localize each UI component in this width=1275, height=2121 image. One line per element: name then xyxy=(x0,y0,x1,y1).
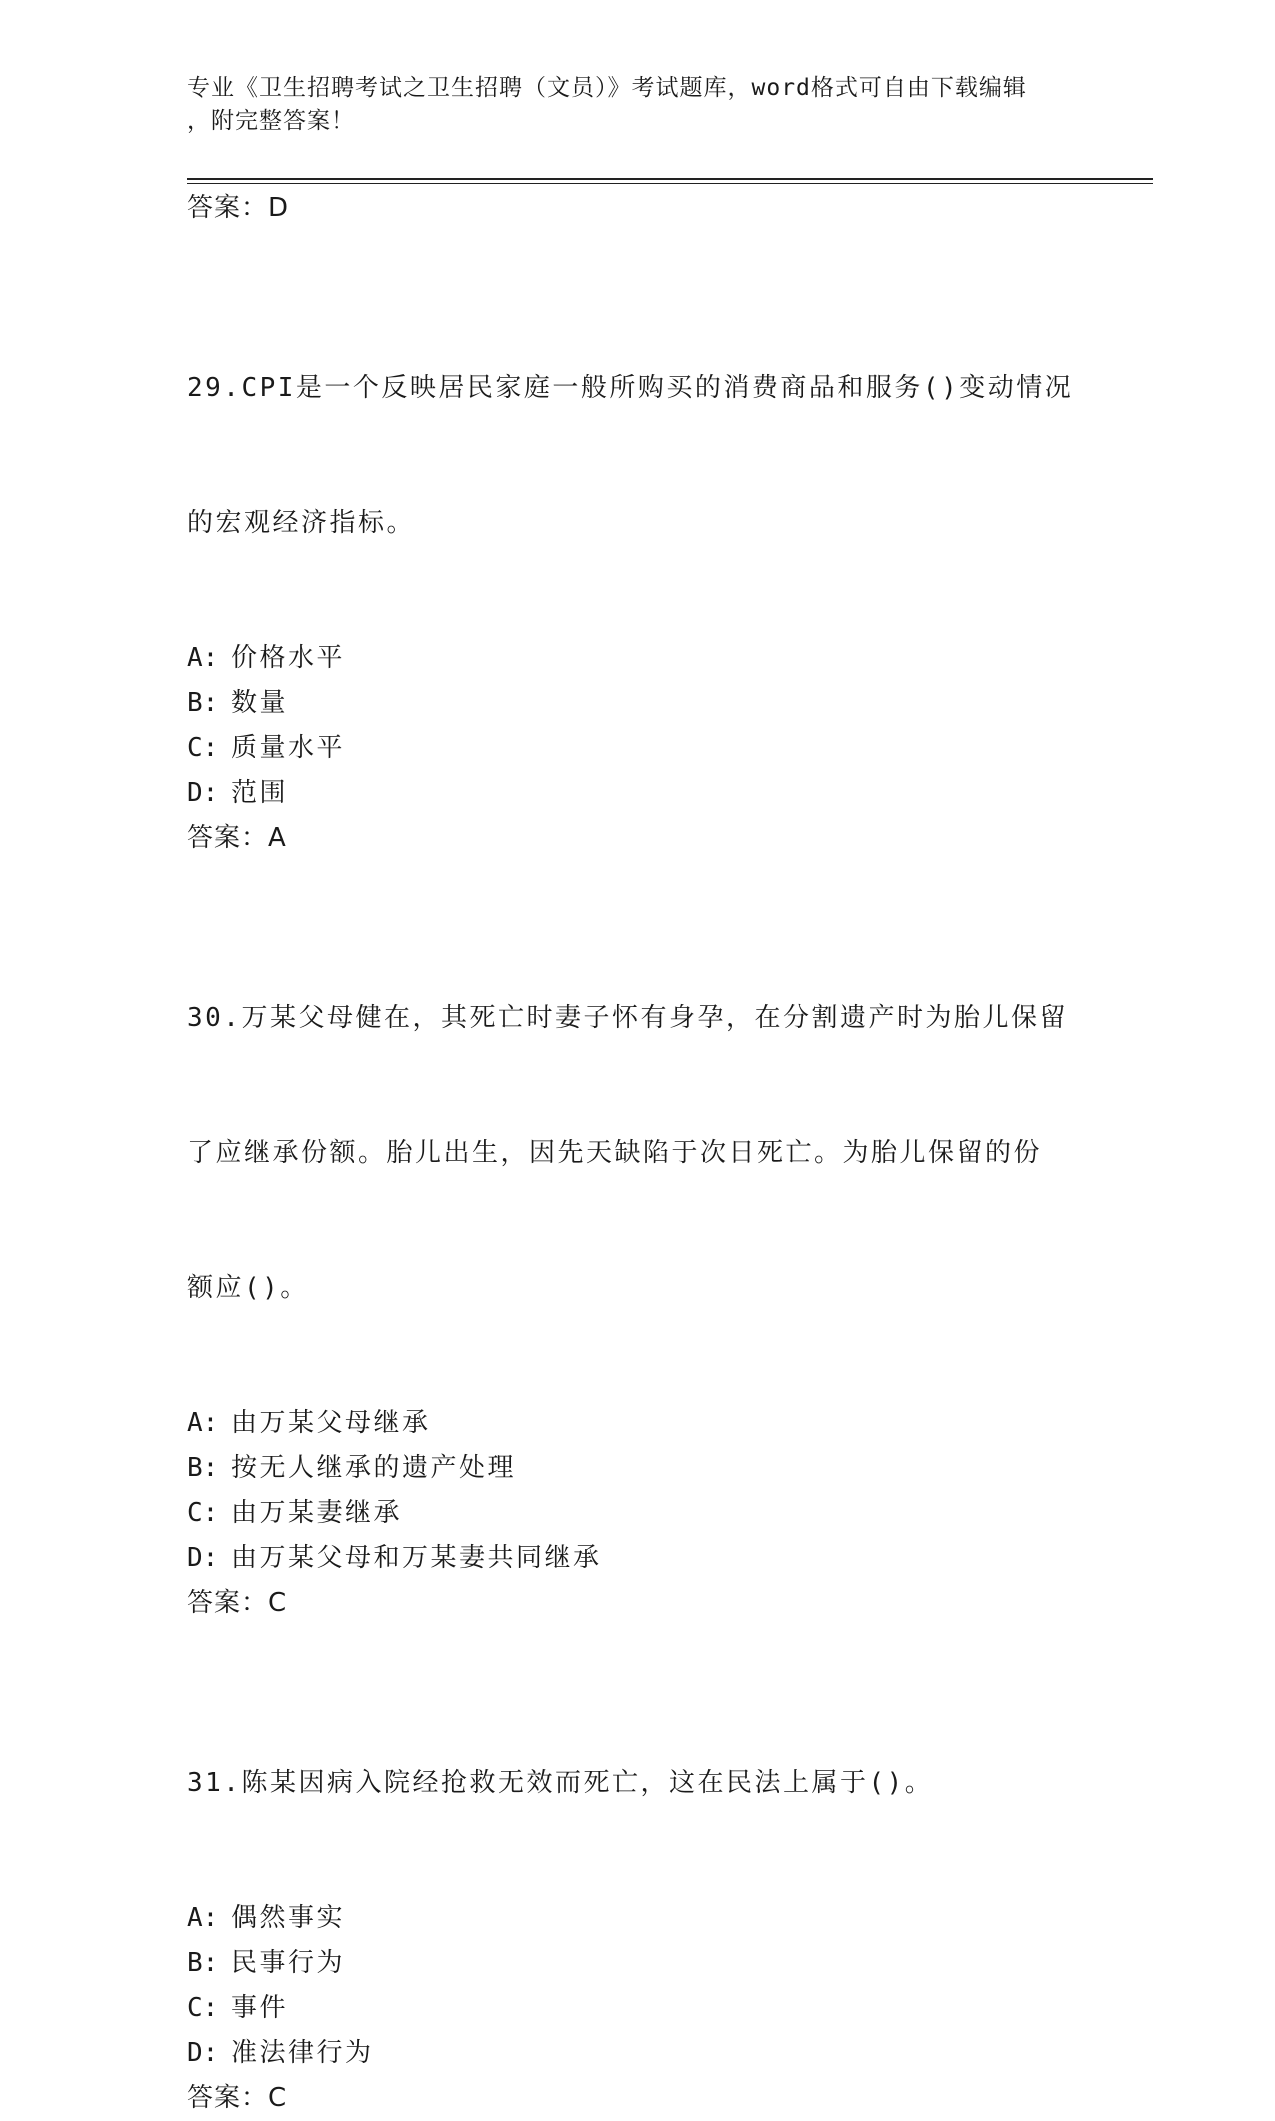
question-30 xyxy=(187,906,1087,1626)
option-text: 范围 xyxy=(231,778,289,808)
option-a xyxy=(187,1401,1087,1446)
option-c xyxy=(187,726,1087,771)
option-b xyxy=(187,1941,1087,1986)
option-c xyxy=(187,1986,1087,2031)
option-label: C: xyxy=(187,1993,219,2023)
option-text: 民事行为 xyxy=(231,1948,346,1978)
answer-prefix: 答案： xyxy=(187,2083,269,2113)
option-b xyxy=(187,1446,1087,1491)
option-text: 准法律行为 xyxy=(231,2038,374,2068)
option-label: D: xyxy=(187,1543,219,1573)
answer-prefix: 答案： xyxy=(187,1588,269,1618)
header-rule-thin xyxy=(187,183,1153,184)
option-label: B: xyxy=(187,688,219,718)
question-answer xyxy=(187,1581,1087,1626)
answer-prefix: 答案： xyxy=(187,193,269,223)
option-text: 事件 xyxy=(231,1993,289,2023)
answer-value: C xyxy=(268,1588,288,1618)
option-text: 数量 xyxy=(231,688,289,718)
option-b xyxy=(187,681,1087,726)
option-text: 由万某妻继承 xyxy=(231,1498,403,1528)
option-text: 偶然事实 xyxy=(231,1903,346,1933)
option-label: B: xyxy=(187,1453,219,1483)
question-answer xyxy=(187,2076,1087,2121)
question-29 xyxy=(187,276,1087,861)
question-stem xyxy=(187,906,1087,1401)
option-d xyxy=(187,771,1087,816)
question-list xyxy=(187,186,1087,2121)
option-d xyxy=(187,2031,1087,2076)
answer-value: D xyxy=(268,193,290,223)
question-answer xyxy=(187,816,1087,861)
answer-prefix: 答案： xyxy=(187,823,269,853)
page-header xyxy=(187,72,1067,138)
answer-value: A xyxy=(268,823,287,853)
option-text: 质量水平 xyxy=(231,733,346,763)
option-text: 由万某父母继承 xyxy=(231,1408,431,1438)
option-text: 按无人继承的遗产处理 xyxy=(231,1453,517,1483)
answer-value: C xyxy=(268,2083,288,2113)
stem-line: 29.CPI是一个反映居民家庭一般所购买的消费商品和服务()变动情况 xyxy=(187,373,1074,403)
option-a xyxy=(187,636,1087,681)
option-label: C: xyxy=(187,1498,219,1528)
stem-line: 了应继承份额。胎儿出生，因先天缺陷于次日死亡。为胎儿保留的份 xyxy=(187,1138,1043,1168)
previous-answer xyxy=(187,186,1087,231)
option-label: A: xyxy=(187,643,219,673)
option-label: D: xyxy=(187,2038,219,2068)
option-label: A: xyxy=(187,1408,219,1438)
option-label: B: xyxy=(187,1948,219,1978)
option-text: 价格水平 xyxy=(231,643,346,673)
question-stem xyxy=(187,1671,1087,1896)
stem-line: 30.万某父母健在，其死亡时妻子怀有身孕，在分割遗产时为胎儿保留 xyxy=(187,1003,1068,1033)
question-stem xyxy=(187,276,1087,636)
option-a xyxy=(187,1896,1087,1941)
header-rule-thick xyxy=(187,178,1153,180)
option-label: A: xyxy=(187,1903,219,1933)
option-label: D: xyxy=(187,778,219,808)
header-line-1: 专业《卫生招聘考试之卫生招聘（文员）》考试题库，word格式可自由下载编辑 xyxy=(187,75,1027,101)
option-label: C: xyxy=(187,733,219,763)
option-c xyxy=(187,1491,1087,1536)
question-31 xyxy=(187,1671,1087,2121)
stem-line: 的宏观经济指标。 xyxy=(187,508,416,538)
stem-line: 额应()。 xyxy=(187,1273,309,1303)
option-text: 由万某父母和万某妻共同继承 xyxy=(231,1543,602,1573)
option-d xyxy=(187,1536,1087,1581)
header-line-2: ，附完整答案！ xyxy=(187,108,355,134)
stem-line: 31.陈某因病入院经抢救无效而死亡，这在民法上属于()。 xyxy=(187,1768,934,1798)
